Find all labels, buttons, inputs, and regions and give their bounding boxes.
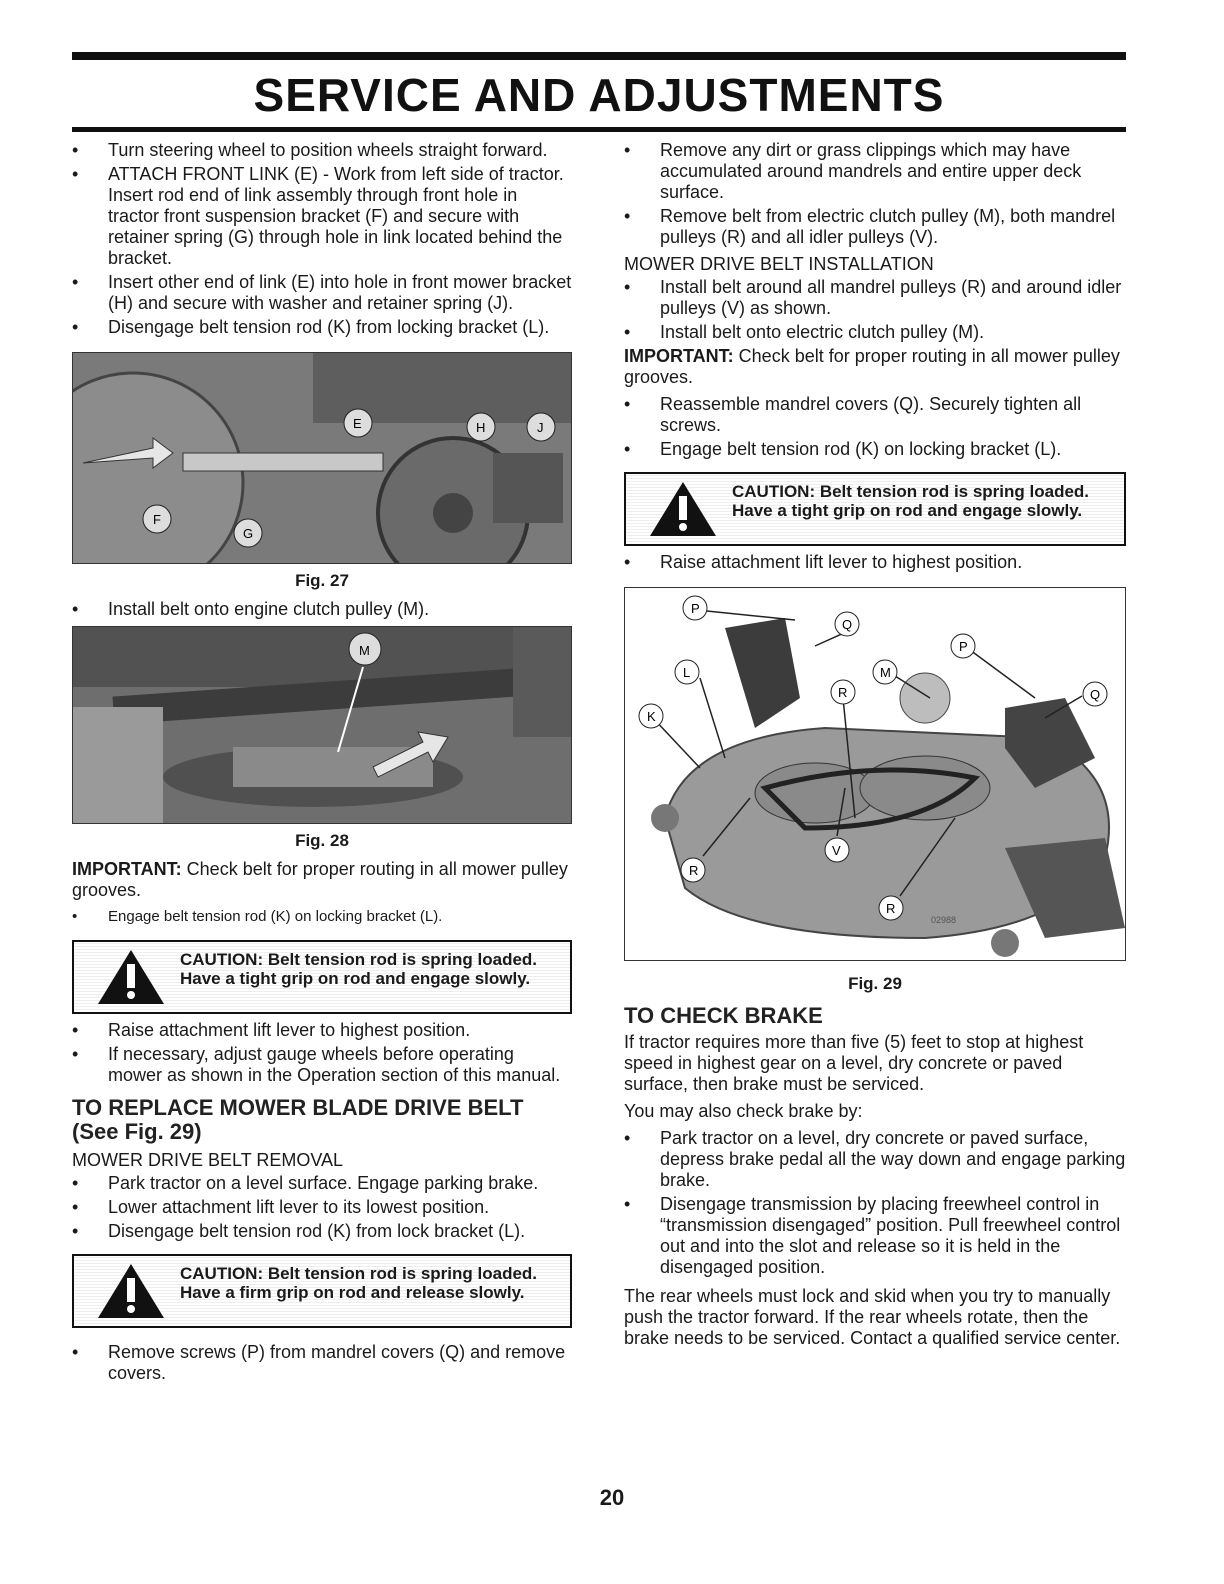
- figure-29-caption: Fig. 29: [848, 974, 902, 993]
- label-m: M: [359, 643, 370, 658]
- top-rule: [72, 52, 1126, 60]
- warning-icon: [648, 480, 718, 538]
- section-heading: TO CHECK BRAKE: [624, 1003, 823, 1028]
- label-p: P: [959, 639, 968, 654]
- right-column: [624, 140, 1126, 1355]
- figure-27-caption: Fig. 27: [295, 571, 349, 590]
- paragraph: You may also check brake by:: [624, 1101, 863, 1121]
- label-r: R: [838, 685, 848, 700]
- figure-code: 02988: [931, 915, 957, 925]
- label-p: P: [691, 601, 700, 616]
- important-label: IMPORTANT:: [624, 346, 734, 366]
- important-text: Check belt for proper routing in all mower pulley grooves.: [624, 346, 1120, 387]
- list-item: • Raise attachment lift lever to highest position.: [624, 552, 1126, 573]
- list-item: • Insert other end of link (E) into hole in front mower bracket (H) and secure with washer and retainer spring (J).: [72, 272, 572, 314]
- label-q: Q: [842, 617, 853, 632]
- label-k: K: [647, 709, 656, 724]
- important-note: [72, 859, 572, 901]
- page-number: 20: [599, 1485, 625, 1510]
- label-g: G: [243, 526, 254, 541]
- label-v: V: [832, 843, 841, 858]
- list-item: • Remove belt from electric clutch pulley (M), both mandrel pulleys (R) and all idler pulleys (V).: [624, 206, 1126, 248]
- list-item: • Engage belt tension rod (K) on locking bracket (L).: [72, 907, 572, 926]
- caution-box: [72, 940, 572, 1014]
- paragraph: The rear wheels must lock and skid when you try to manually push the tractor forward. If the rear wheels rotate, then the brake needs to be serviced. Contact a qualified service center.: [624, 1286, 1121, 1348]
- list-item: • Remove any dirt or grass clippings which may have accumulated around mandrels and entire upper deck surface.: [624, 140, 1126, 203]
- list-item: • Install belt around all mandrel pulleys (R) and around idler pulleys (V) as shown.: [624, 277, 1126, 319]
- caution-text: CAUTION: Belt tension rod is spring loaded. Have a tight grip on rod and engage slowly.: [180, 950, 538, 988]
- caution-text: CAUTION: Belt tension rod is spring loaded. Have a tight grip on rod and engage slowly.: [732, 482, 1090, 520]
- list-item: • Engage belt tension rod (K) on locking bracket (L).: [624, 439, 1126, 460]
- figure-29: [624, 587, 1126, 961]
- left-column: [72, 140, 572, 1387]
- section-heading: TO REPLACE MOWER BLADE DRIVE BELT (See Fig. 29): [72, 1095, 524, 1144]
- list-item: • Disengage transmission by placing freewheel control in “transmission disengaged” position. Pull freewheel control out and into the slot and release so it is held in the disengaged position.: [624, 1194, 1126, 1278]
- paragraph: If tractor requires more than five (5) feet to stop at highest speed in highest gear on a level, dry concrete or paved surface, then brake must be serviced.: [624, 1032, 1084, 1094]
- warning-icon: [96, 1262, 166, 1320]
- page-title: SERVICE AND ADJUSTMENTS: [253, 69, 945, 121]
- list-item: • Turn steering wheel to position wheels straight forward.: [72, 140, 572, 161]
- important-note: [624, 346, 1126, 388]
- important-text: Check belt for proper routing in all mower pulley grooves.: [72, 859, 568, 900]
- caution-box: [72, 1254, 572, 1328]
- list-item: • Disengage belt tension rod (K) from lock bracket (L).: [72, 1221, 572, 1242]
- label-f: F: [153, 512, 161, 527]
- figure-28: [72, 626, 572, 824]
- list-item: • Park tractor on a level surface. Engage parking brake.: [72, 1173, 572, 1194]
- label-q: Q: [1090, 687, 1101, 702]
- figure-29-illustration: [625, 588, 1126, 960]
- label-l: L: [683, 665, 691, 680]
- label-r: R: [886, 901, 896, 916]
- list-item: • Reassemble mandrel covers (Q). Securely tighten all screws.: [624, 394, 1126, 436]
- subheading: MOWER DRIVE BELT REMOVAL: [72, 1150, 344, 1170]
- figure-28-caption: Fig. 28: [295, 831, 349, 850]
- list-item: • ATTACH FRONT LINK (E) - Work from left side of tractor. Insert rod end of link assembly through front hole in tractor front suspension bracket (F) and secure with retainer spring (G) through hole in link located behind the bracket.: [72, 164, 572, 269]
- caution-box: [624, 472, 1126, 546]
- label-e: E: [353, 416, 362, 431]
- label-h: H: [476, 420, 486, 435]
- figure-27-illustration: [73, 353, 572, 563]
- figure-27: [72, 352, 572, 564]
- figure-28-illustration: [73, 627, 572, 823]
- warning-icon: [96, 948, 166, 1006]
- list-item: • Lower attachment lift lever to its lowest position.: [72, 1197, 572, 1218]
- list-item: • Raise attachment lift lever to highest position.: [72, 1020, 572, 1041]
- list-item: • Disengage belt tension rod (K) from locking bracket (L).: [72, 317, 572, 338]
- list-item: • Remove screws (P) from mandrel covers (Q) and remove covers.: [72, 1342, 572, 1384]
- label-j: J: [537, 420, 544, 435]
- label-r: R: [689, 863, 699, 878]
- list-item: • Park tractor on a level, dry concrete or paved surface, depress brake pedal all the way down and engage parking brake.: [624, 1128, 1126, 1191]
- important-label: IMPORTANT:: [72, 859, 182, 879]
- list-item: • Install belt onto engine clutch pulley (M).: [72, 599, 572, 620]
- list-item: • If necessary, adjust gauge wheels before operating mower as shown in the Operation section of this manual.: [72, 1044, 572, 1086]
- title-rule: [72, 127, 1126, 132]
- subheading: MOWER DRIVE BELT INSTALLATION: [624, 254, 934, 274]
- caution-text: CAUTION: Belt tension rod is spring loaded. Have a firm grip on rod and release slowly.: [180, 1264, 538, 1302]
- label-m: M: [880, 665, 891, 680]
- list-item: • Install belt onto electric clutch pulley (M).: [624, 322, 1126, 343]
